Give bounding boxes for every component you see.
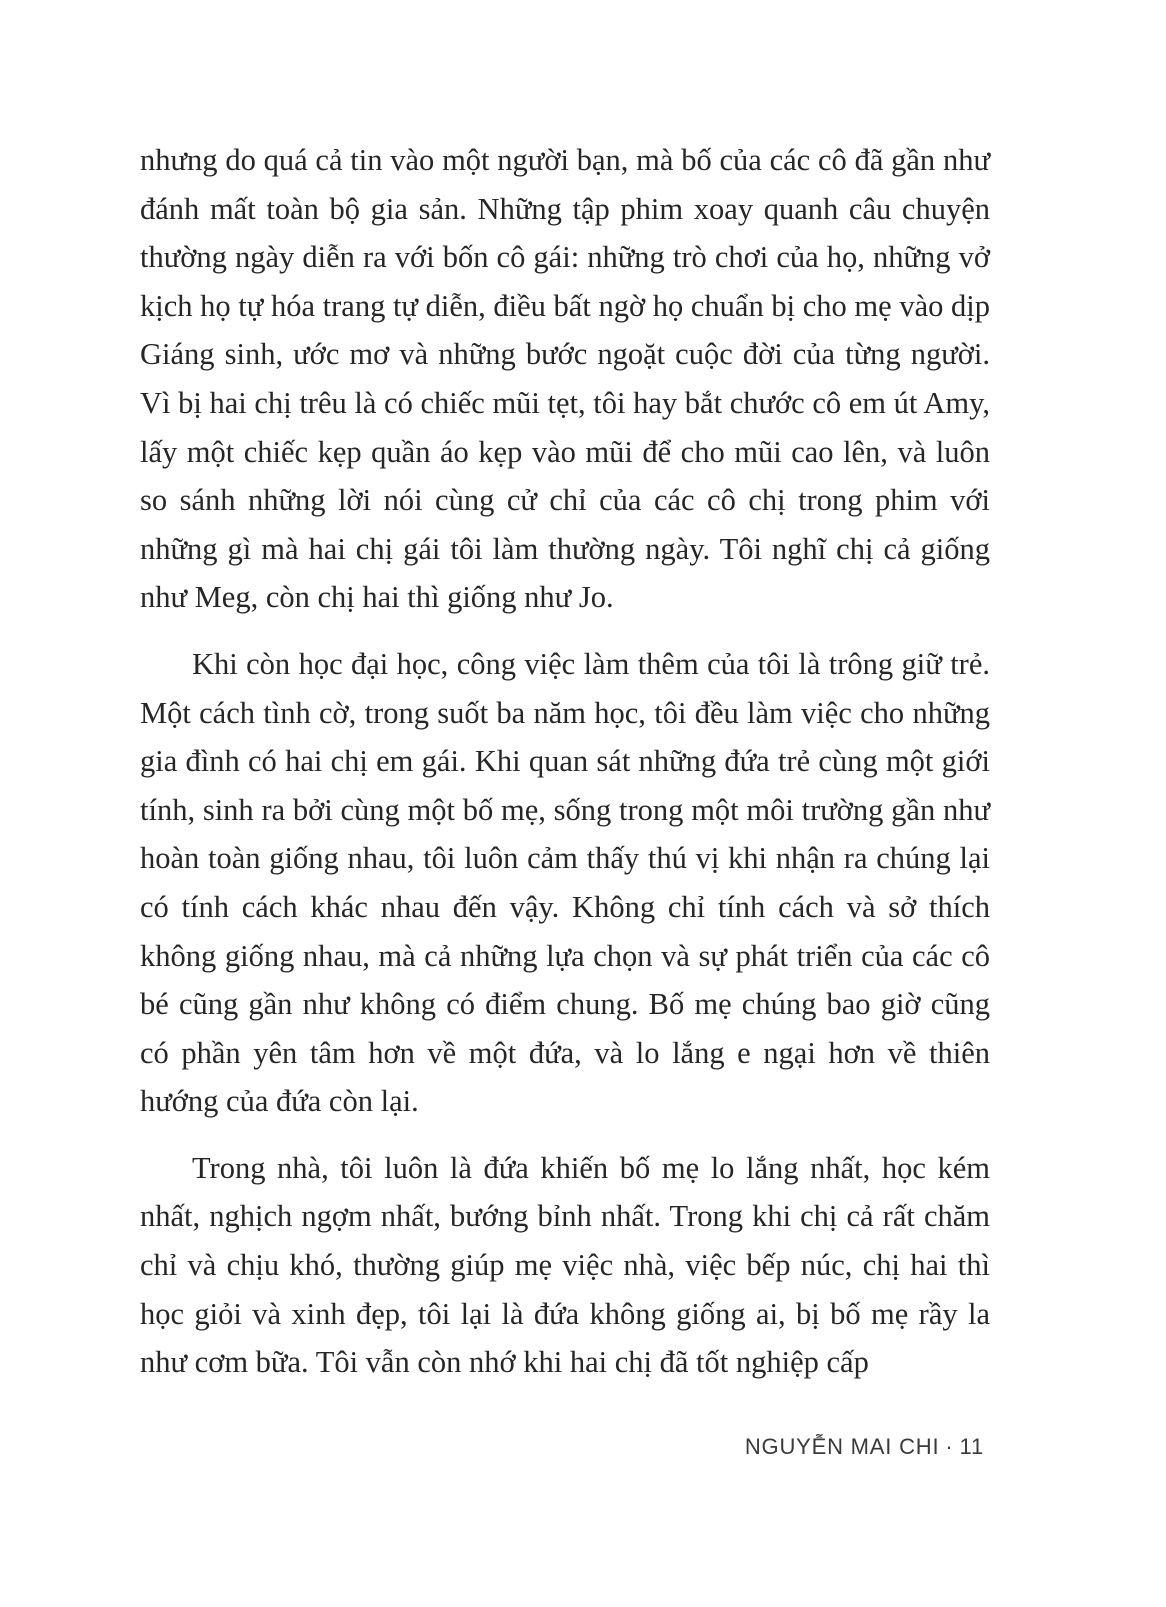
paragraph-2: Khi còn học đại học, công việc làm thêm của tôi là trông giữ trẻ. Một cách tình cờ, trong suốt ba năm học, tôi đều làm việc cho những gia đình có hai chị em gái. Khi quan sát những đứa trẻ cùng một giới tính, sinh ra bởi cùng một bố mẹ, sống trong một môi trường gần như hoàn toàn giống nhau, tôi luôn cảm thấy thú vị khi nhận ra chúng lại có tính cách khác nhau đến vậy. Không chỉ tính cách và sở thích không giống nhau, mà cả những lựa chọn và sự phát triển của các cô bé cũng gần như không có điểm chung. Bố mẹ chúng bao giờ cũng có phần yên tâm hơn về một đứa, và lo lắng e ngại hơn về thiên hướng của đứa còn lại. bbox=[140, 646, 990, 1119]
paragraph-3: Trong nhà, tôi luôn là đứa khiến bố mẹ lo lắng nhất, học kém nhất, nghịch ngợm nhất, bướng bỉnh nhất. Trong khi chị cả rất chăm chỉ và chịu khó, thường giúp mẹ việc nhà, việc bếp núc, chị hai thì học giỏi và xinh đẹp, tôi lại là đứa không giống ai, bị bố mẹ rầy la như cơm bữa. Tôi vẫn còn nhớ khi hai chị đã tốt nghiệp cấp bbox=[140, 1150, 990, 1380]
footer-separator: · bbox=[945, 1434, 954, 1459]
paragraph-1: nhưng do quá cả tin vào một người bạn, mà bố của các cô đã gần như đánh mất toàn bộ gia sản. Những tập phim xoay quanh câu chuyện thường ngày diễn ra với bốn cô gái: những trò chơi của họ, những vở kịch họ tự hóa trang tự diễn, điều bất ngờ họ chuẩn bị cho mẹ vào dịp Giáng sinh, ước mơ và những bước ngoặt cuộc đời của từng người. Vì bị hai chị trêu là có chiếc mũi tẹt, tôi hay bắt chước cô em út Amy, lấy một chiếc kẹp quần áo kẹp vào mũi để cho mũi cao lên, và luôn so sánh những lời nói cùng cử chỉ của các cô chị trong phim với những gì mà hai chị gái tôi làm thường ngày. Tôi nghĩ chị cả giống như Meg, còn chị hai thì giống như Jo. bbox=[140, 143, 990, 615]
footer-author: NGUYỄN MAI CHI bbox=[744, 1434, 940, 1459]
page-number: 11 bbox=[959, 1434, 984, 1459]
page-footer bbox=[745, 1434, 984, 1460]
body-text bbox=[140, 136, 990, 1405]
